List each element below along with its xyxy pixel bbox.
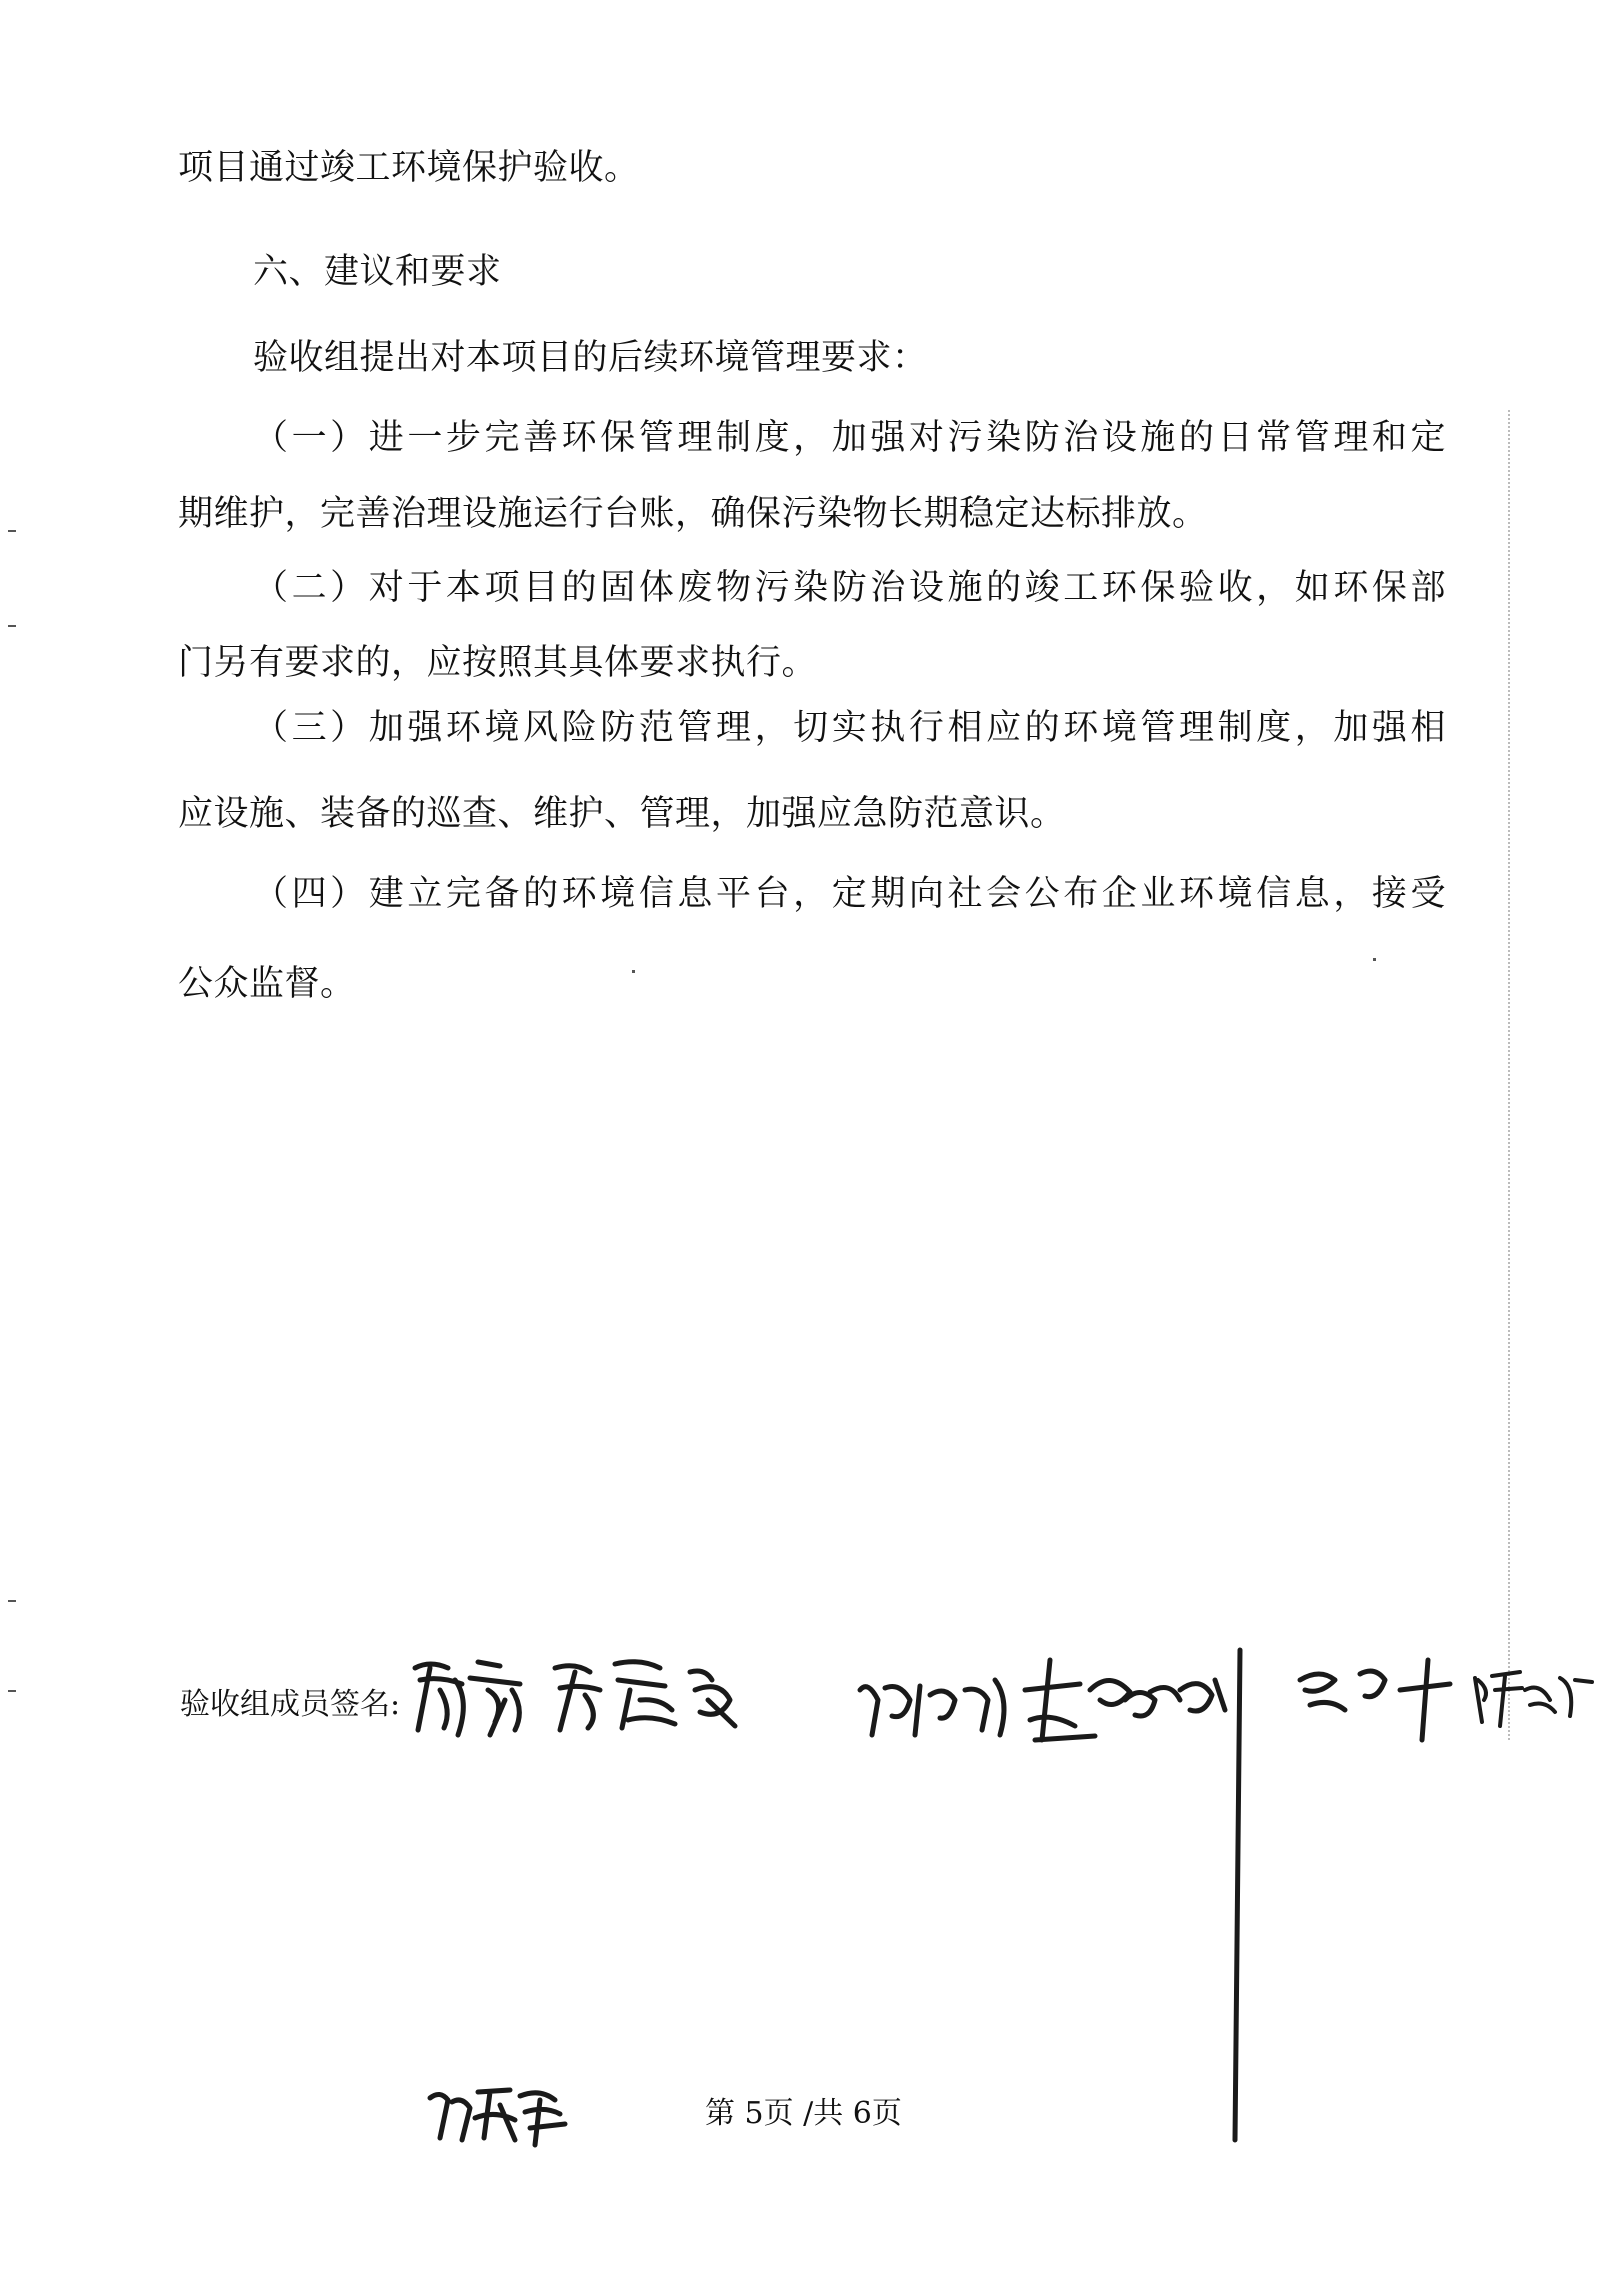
paragraph-intro-requirements: 验收组提出对本项目的后续环境管理要求： <box>253 338 928 378</box>
scan-speck <box>1373 958 1376 961</box>
scan-speck <box>8 1600 16 1602</box>
scan-binding-dots <box>1508 410 1512 1740</box>
page-number: 第 5页 /共 6页 <box>705 2096 902 2131</box>
section-heading-suggestions: 六、建议和要求 <box>253 252 502 292</box>
signature-3 <box>860 1680 1004 1735</box>
paragraph-line-conclusion: 项目通过竣工环境保护验收。 <box>178 148 640 188</box>
item-3-line-1: （三）加强环境风险防范管理，切实执行相应的环境管理制度，加强相 <box>253 708 1446 748</box>
item-2-line-1: （二）对于本项目的固体废物污染防治设施的竣工环保验收，如环保部 <box>253 568 1446 608</box>
signature-1 <box>415 1662 520 1735</box>
signature-4 <box>1025 1650 1240 2140</box>
scan-speck <box>8 625 16 627</box>
scan-speck <box>8 530 16 532</box>
item-1-line-1: （一）进一步完善环保管理制度，加强对污染防治设施的日常管理和定 <box>253 418 1446 458</box>
item-4-line-1: （四）建立完备的环境信息平台，定期向社会公布企业环境信息，接受 <box>253 874 1446 914</box>
signature-5 <box>1300 1660 1450 1740</box>
signature-2 <box>555 1662 735 1730</box>
scan-speck <box>632 970 635 973</box>
signature-label: 验收组成员签名: <box>180 1687 401 1722</box>
signature-6 <box>1475 1672 1592 1726</box>
signature-7 <box>430 2090 565 2145</box>
scan-speck <box>8 1690 16 1692</box>
item-1-line-2: 期维护，完善治理设施运行台账，确保污染物长期稳定达标排放。 <box>178 494 1208 534</box>
item-4-line-2: 公众监督。 <box>178 964 356 1004</box>
item-2-line-2: 门另有要求的，应按照其具体要求执行。 <box>178 643 818 683</box>
item-3-line-2: 应设施、装备的巡查、维护、管理，加强应急防范意识。 <box>178 794 1066 834</box>
